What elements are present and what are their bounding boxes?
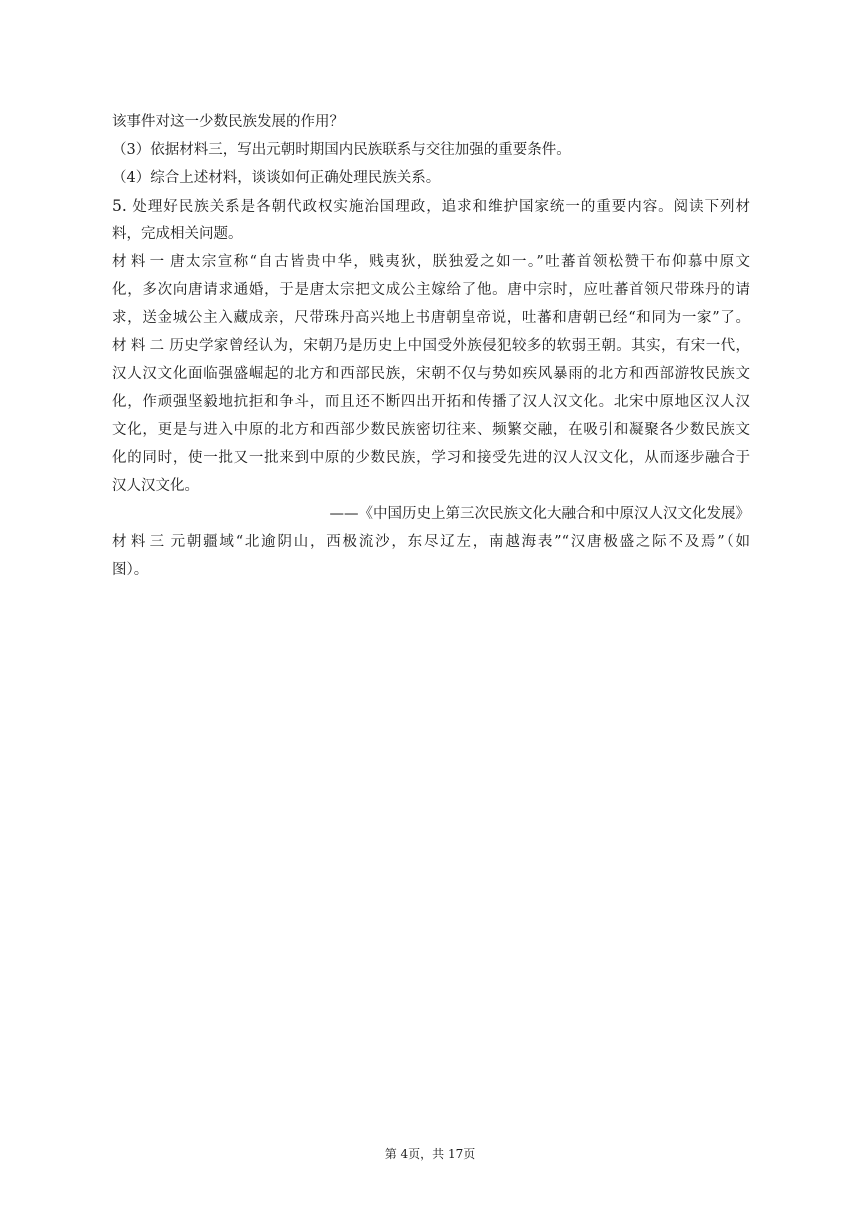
page-content bbox=[112, 108, 750, 584]
material-1-line bbox=[112, 248, 750, 276]
question-5-stem bbox=[112, 192, 750, 220]
question-stem-text: 处理好民族关系是各朝代政权实施治国理政，追求和维护国家统一的重要内容。阅读下列材 bbox=[132, 199, 751, 215]
material-2-label: 材料二 bbox=[112, 338, 165, 354]
material-1-line: 求，送金城公主入藏成亲，尺带珠丹高兴地上书唐朝皇帝说，吐蕃和唐朝已经“和同为一家”了。 bbox=[112, 310, 750, 326]
material-2-line: 汉人汉文化面临强盛崛起的北方和西部民族，宋朝不仅与势如疾风暴雨的北方和西部游牧民族文 bbox=[112, 366, 750, 382]
material-1-line: 化，多次向唐请求通婚，于是唐太宗把文成公主嫁给了他。唐中宗时，应吐蕃首领尺带珠丹的请 bbox=[112, 282, 750, 298]
material-3-label: 材料三 bbox=[112, 534, 165, 550]
question-number: 5. bbox=[112, 197, 127, 215]
material-2-source: ——《中国历史上第三次民族文化大融合和中原汉人汉文化发展》 bbox=[329, 506, 750, 522]
material-1-label: 材料一 bbox=[112, 254, 165, 270]
text-line: 该事件对这一少数民族发展的作用？ bbox=[112, 114, 344, 130]
page-number-footer: 第 4页，共 17页 bbox=[384, 1147, 476, 1161]
material-2-line: 化的同时，使一批又一批来到中原的少数民族，学习和接受先进的汉人汉文化，从而逐步融合于 bbox=[112, 450, 750, 466]
sub-question-3: （3）依据材料三，写出元朝时期国内民族联系与交往加强的重要条件。 bbox=[112, 142, 571, 158]
material-3-text: 元朝疆域“北逾阴山，西极流沙，东尽辽左，南越海表”“汉唐极盛之际不及焉”（如 bbox=[170, 534, 750, 550]
material-1-text: 唐太宗宣称“自古皆贵中华，贱夷狄，朕独爱之如一。”吐蕃首领松赞干布仰慕中原文 bbox=[170, 254, 750, 270]
material-2-text: 历史学家曾经认为，宋朝乃是历史上中国受外族侵犯较多的软弱王朝。其实，有宋一代， bbox=[169, 338, 751, 354]
material-3-line bbox=[112, 528, 750, 556]
material-2-line bbox=[112, 332, 750, 360]
material-3-line: 图）。 bbox=[112, 562, 149, 578]
material-2-line: 汉人汉文化。 bbox=[112, 478, 199, 494]
material-2-line: 文化，更是与进入中原的北方和西部少数民族密切往来、频繁交融，在吸引和凝聚各少数民族文 bbox=[112, 422, 750, 438]
material-2-line: 化，作顽强坚毅地抗拒和争斗，而且还不断四出开拓和传播了汉人汉文化。北宋中原地区汉人汉 bbox=[112, 394, 750, 410]
question-5-stem-cont: 料，完成相关问题。 bbox=[112, 226, 243, 242]
sub-question-4: （4）综合上述材料，谈谈如何正确处理民族关系。 bbox=[112, 170, 441, 186]
